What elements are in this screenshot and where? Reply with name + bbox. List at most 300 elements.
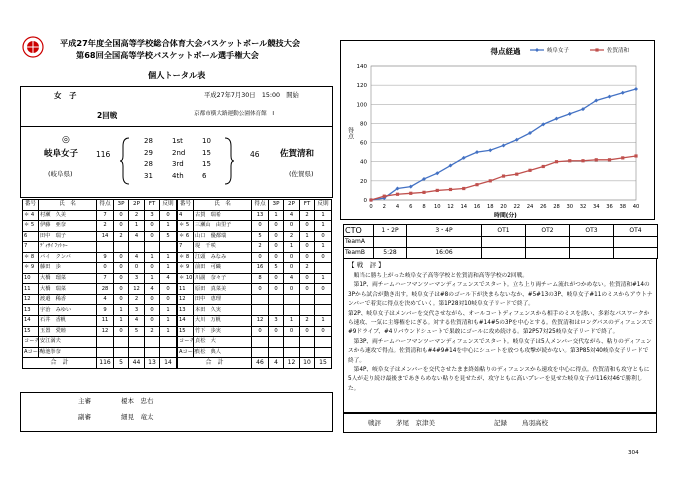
table-cell: 15 [315,358,332,369]
table-cell: 9 [97,305,114,316]
chief-referee: 榎本 忠右 [121,397,154,405]
empty-cell [300,337,315,348]
table-cell: 0 [315,252,332,263]
table-cell: 合 計 [23,358,97,369]
table-cell: 0 [252,326,269,337]
data-point [396,193,399,196]
table-cell: 3・4P [407,225,482,237]
table-cell: 2 [145,326,160,337]
table-cell: 0 [129,263,145,274]
y-tick-label: 40 [360,159,367,166]
x-tick-label: 28 [553,204,560,210]
table-cell: 5 [129,326,145,337]
table-row [178,273,332,284]
x-tick-label: 40 [632,204,640,210]
coach-row [23,337,177,348]
table-cell: 2 [97,221,114,232]
table-cell [482,248,526,259]
x-tick-label: 18 [486,204,494,210]
table-row [178,252,332,263]
empty-cell [97,347,114,358]
table-row [178,316,332,327]
table-cell: 12 [178,294,194,305]
x-tick-label: 16 [473,204,481,210]
table-cell: 0 [114,252,129,263]
table-cell [114,242,129,253]
table-cell [129,242,145,253]
empty-cell [114,337,129,348]
table-cell: 4 [129,252,145,263]
table-cell: 0 [315,231,332,242]
table-row [178,294,332,305]
x-tick-label: 8 [422,204,426,210]
table-cell: OT4 [614,225,658,237]
quarter-a: 31 [144,171,153,180]
cto-table [343,224,658,259]
legend-marker [535,48,539,52]
table-cell: 0 [315,326,332,337]
quarter-row [140,161,220,173]
data-point [436,189,439,192]
table-cell: 安江満夫 [39,337,97,348]
table-row [178,231,332,242]
table-cell [252,305,269,316]
doc-title: 個人トータル表 [148,70,206,80]
table-row [178,263,332,274]
table-cell: 2 [252,242,269,253]
table-cell: 番号 [23,200,39,211]
table-cell: 0 [145,231,160,242]
table-cell: 0 [160,284,177,295]
x-tick-label: 22 [513,204,521,210]
x-tick-label: 4 [395,204,400,210]
table-cell: 12 [129,284,145,295]
table-cell: 10 [23,273,39,284]
table-cell: 2P [129,200,145,211]
table-cell: OT2 [526,225,570,237]
table-row [23,221,177,232]
cto-row [344,248,658,259]
table-cell: 5 [114,358,129,369]
table-cell: 1 [284,242,300,253]
table-cell: 12 [284,358,300,369]
table-cell: Aコーチ [23,347,39,358]
acoach-row [23,347,177,358]
data-point [528,169,531,172]
x-tick-label: 30 [566,204,574,210]
sub-referee: 細見 竜太 [121,413,154,421]
data-point [568,159,571,162]
table-row [178,210,332,221]
table-cell: 3P [114,200,129,211]
table-cell: 1 [160,252,177,263]
y-axis-label: 得点 [346,127,354,139]
quarter-b: 15 [202,160,211,168]
table-cell: 田中 瑞子 [39,231,97,242]
table-cell [269,294,284,305]
table-cell: OT3 [570,225,614,237]
table-cell: 4 [145,284,160,295]
table-cell: 4 [284,273,300,284]
empty-cell [160,337,177,348]
venue: 京都市横大路運動公園体育館 Ⅰ [194,111,274,117]
y-tick-label: 20 [360,178,367,185]
table-cell: 番号 [178,200,194,211]
table-cell: 0 [300,221,315,232]
total-row [23,358,177,369]
data-point [595,158,598,161]
table-cell: 0 [114,294,129,305]
data-point [542,165,545,168]
x-tick-label: 0 [369,204,373,210]
table-cell [315,305,332,316]
table-cell: 116 [97,358,114,369]
table-cell: 前田 可織 [194,263,252,274]
table-cell: 11 [178,284,194,295]
cto-row [344,237,658,248]
table-cell: 1 [145,273,160,284]
recorder: 鳥羽高校 [522,419,548,427]
table-cell: 3 [269,316,284,327]
x-tick-label: 26 [539,204,547,210]
table-cell: 0 [160,294,177,305]
table-cell: 0 [114,284,129,295]
table-cell: 三瀬山 由里子 [194,221,252,232]
table-cell: 12 [97,326,114,337]
table-cell: 3 [129,305,145,316]
table-cell: OT1 [482,225,526,237]
team-a-table [22,199,177,369]
y-tick-label: 80 [360,121,367,128]
table-cell: 反則 [315,200,332,211]
table-cell: 伊藤 亜奈 [39,221,97,232]
table-cell: 得点 [252,200,269,211]
table-cell: 0 [300,326,315,337]
table-cell: 0 [114,263,129,274]
table-cell: Aコーチ [178,347,194,358]
table-cell: 2 [114,231,129,242]
table-cell: 1 [145,252,160,263]
table-cell: 0 [284,284,300,295]
team-a-score: 116 [96,150,111,159]
table-cell: 0 [269,273,284,284]
table-cell: 11 [97,316,114,327]
table-cell: 0 [315,284,332,295]
table-cell: 1 [284,316,300,327]
y-tick-label: 0 [363,198,367,204]
x-tick-label: 34 [592,204,600,210]
page-number: 304 [628,450,639,456]
table-cell: 0 [269,284,284,295]
data-point [555,160,558,163]
table-cell [614,237,658,248]
table-cell [269,305,284,316]
coach-row [178,337,332,348]
table-cell: 7 [97,273,114,284]
table-cell: 4 [129,316,145,327]
table-cell: 村瀬 久美 [39,210,97,221]
table-cell: 4 [178,210,194,221]
table-cell: 堤 千咲 [194,242,252,253]
table-cell: 0 [160,210,177,221]
table-header-row [23,200,177,211]
table-row [23,305,177,316]
table-cell: 4 [284,210,300,221]
table-cell: ＊ 8 [178,252,194,263]
table-cell: ﾃﾞｨｻｲ ﾌｧﾄｩｰ [39,242,97,253]
x-tick-label: 20 [500,204,507,210]
quarter-a: 28 [144,160,153,168]
table-cell: 0 [114,326,129,337]
x-tick-label: 38 [619,204,627,210]
empty-cell [145,337,160,348]
table-cell: 1 [160,316,177,327]
table-cell: 氏 名 [194,200,252,211]
table-cell [97,242,114,253]
table-cell: 7 [23,242,39,253]
table-cell: 0 [145,294,160,305]
table-cell: 江頭 みなみ [194,252,252,263]
table-cell: 28 [97,284,114,295]
table-cell: 13 [145,358,160,369]
table-cell: 44 [129,358,145,369]
empty-cell [300,347,315,358]
table-cell: 山口 優都瑞 [194,231,252,242]
table-cell: 古賀 瑞希 [194,210,252,221]
table-cell: 14 [178,316,194,327]
table-cell: 0 [145,305,160,316]
writer: 茅尾 京津美 [396,419,435,427]
table-row [23,242,177,253]
table-cell: 1 [315,273,332,284]
table-cell [300,294,315,305]
table-cell: 2 [300,263,315,274]
x-tick-label: 2 [382,204,386,210]
table-cell [614,248,658,259]
table-cell: 16 [252,263,269,274]
table-cell: 0 [300,242,315,253]
empty-cell [97,337,114,348]
empty-cell [284,337,300,348]
data-point [383,195,386,198]
empty-cell [269,337,284,348]
quarter-row [140,138,220,150]
quarter-label: 2nd [172,148,186,157]
round: 2回戦 [97,111,118,120]
total-row [178,358,332,369]
data-point [422,191,425,194]
game-date: 平成27年7月30日 15:00 開始 [204,92,299,99]
x-tick-label: 32 [579,204,587,210]
table-cell [300,305,315,316]
empty-cell [129,347,145,358]
data-point [502,174,505,177]
acoach-row [178,347,332,358]
table-cell: 0 [284,252,300,263]
table-cell: 2 [300,316,315,327]
chief-referee-label: 主審 [78,397,91,405]
empty-cell [315,337,332,348]
legend-label: 佐賀清和 [607,48,630,54]
quarter-a: 29 [144,148,153,157]
table-cell: FT [300,200,315,211]
table-row [23,316,177,327]
quarter-a: 28 [144,137,153,145]
table-cell [315,294,332,305]
team-a-pref: (岐阜県) [48,170,73,178]
data-point [369,198,372,201]
table-cell: 5 [160,231,177,242]
table-cell: 8 [252,273,269,284]
table-cell: 0 [114,210,129,221]
data-point [489,179,492,182]
table-cell: TeamA [344,237,374,248]
quarter-label: 3rd [172,160,184,168]
table-cell [284,294,300,305]
review-text: 順当に勝ち上がった岐阜女子高等学校と佐賀清和高等学校の2回戦。 第1P、両チームハーフマンツーマンディフェンスでスタート。立ち上り両チーム流れがつかめない。佐賀清和#14の3Pから試合が動き出す。岐阜女子は#8のゴール下が決まらないなか、#5#13の3P、岐阜女子#11のミスからアウトナンバーで着実に得点を決めていく。第1P28対10岐阜女子リードで終了。 第2P、岐阜女子はメンバーを交代させながら、オールコートディフェンスから相手のミスを誘い、多彩なパスワークから速攻、一気に主導権をにぎる。対する佐賀清和も#14#5の3Pを中心とする。佐賀清和はロングパスのディフェンスで#9ドライブ、#4リバウンドシュートで果敢にゴールに攻め続ける。第2P57対25岐阜女子リードで終了。 第3P、両チームハーフマンツーマンディフェンスでスタート。岐阜女子は5人メンバー交代ながら、粘りのディフェンスから速攻で得点。佐賀清和も#4#9#14を中心にシュートを放つも攻撃が続かない。第3P85対40岐阜女子リードで終了。 第4P、岐阜女子はメンバーを交代させたまま終始粘りのディフェンスから速攻を中心に得点。佐賀清和も攻守ともに5人が走り続け最後まであきらめない粘りを見せたが、攻守ともに高いプレーを見せた岐阜女子が116対46で勝利した。 [348,273,653,392]
quarter-b: 10 [202,137,211,145]
table-cell: 1 [114,316,129,327]
x-axis-label: 時間(分) [494,213,517,219]
legend-label: 岐阜女子 [547,48,570,54]
table-cell [407,237,482,248]
table-cell: 1 [300,231,315,242]
review-label: 【 戦 評 】 [348,261,385,269]
table-row [23,326,177,337]
quarter-label: 1st [172,137,183,145]
table-row [23,210,177,221]
team-b-pref: (佐賀県) [289,170,314,178]
legend-marker [595,48,598,51]
table-cell [526,237,570,248]
table-cell [284,305,300,316]
table-cell: 藤田 歩 [39,263,97,274]
table-cell: 0 [252,284,269,295]
table-cell [570,248,614,259]
table-cell [252,294,269,305]
empty-cell [114,347,129,358]
x-tick-label: 10 [433,204,441,210]
table-cell: 1 [315,221,332,232]
table-cell: 渡邉 稀香 [39,294,97,305]
quarter-b: 15 [202,148,211,157]
table-cell: 本田 久実 [194,305,252,316]
table-cell [145,242,160,253]
table-cell: 2 [300,210,315,221]
table-cell: 3 [129,273,145,284]
officials-box [20,392,333,432]
table-cell: 13 [178,305,194,316]
table-cell: 1 [160,221,177,232]
x-tick-label: 6 [409,204,413,210]
table-cell: 0 [145,221,160,232]
table-cell: ＊ 5 [23,221,39,232]
table-cell: コーチ [178,337,194,348]
table-row [178,326,332,337]
header-line2: 第68回全国高等学校バスケットボール選手権大会 [76,50,259,60]
empty-cell [252,347,269,358]
table-cell [526,248,570,259]
table-cell: 0 [269,231,284,242]
table-row [23,231,177,242]
data-point [462,187,465,190]
table-cell: 氏 名 [39,200,97,211]
quarter-row [140,173,220,185]
y-tick-label: 60 [360,140,367,147]
x-tick-label: 14 [460,204,468,210]
table-cell: 10 [300,358,315,369]
data-point [608,158,611,161]
table-cell [482,237,526,248]
table-cell: 0 [114,273,129,284]
table-cell: 0 [252,252,269,263]
empty-cell [252,337,269,348]
empty-cell [145,347,160,358]
table-cell: 0 [284,263,300,274]
table-cell: 玉置 愛睦 [39,326,97,337]
y-tick-label: 120 [356,83,367,90]
table-cell: 9 [97,252,114,263]
table-cell: 4 [269,358,284,369]
table-cell: 0 [284,326,300,337]
table-cell: 13 [23,305,39,316]
table-cell: ＊ 10 [178,273,194,284]
table-cell: 0 [114,221,129,232]
table-cell: 4 [160,273,177,284]
table-cell: 12 [23,294,39,305]
table-cell: 川副 奈々子 [194,273,252,284]
table-cell: 14 [97,231,114,242]
table-header-row [178,200,332,211]
table-cell: 0 [300,284,315,295]
table-cell: 0 [269,326,284,337]
empty-cell [284,347,300,358]
table-row [23,284,177,295]
table-cell: 3 [145,210,160,221]
cto-row [344,225,658,237]
table-cell: 貞松 大 [194,337,252,348]
table-cell: 0 [145,316,160,327]
table-cell: 原田 真菜美 [194,284,252,295]
emblem: ◎ [62,135,70,145]
data-point [581,159,584,162]
recorder-label: 記録 [494,419,507,427]
table-cell: 1 [269,210,284,221]
table-cell: 2 [284,231,300,242]
table-cell: ＊ 4 [23,210,39,221]
table-cell: 反則 [160,200,177,211]
table-cell: CTO [344,225,374,237]
data-point [449,188,452,191]
writer-label: 戦評 [368,419,381,427]
table-cell: 11 [23,284,39,295]
table-cell: バイ クンバ [39,252,97,263]
table-cell: 宇治 みゆい [39,305,97,316]
table-cell: 15 [23,326,39,337]
table-cell: ＊ 9 [178,263,194,274]
empty-cell [269,347,284,358]
table-cell: 4 [97,294,114,305]
table-row [178,221,332,232]
table-cell: 田中 恵理 [194,294,252,305]
table-cell: 16:06 [407,248,482,259]
table-cell: 0 [145,263,160,274]
team-b-table [177,199,332,369]
table-cell: 0 [300,273,315,284]
table-cell [160,242,177,253]
table-cell: 1 [160,305,177,316]
table-cell: 貞松 典人 [194,347,252,358]
